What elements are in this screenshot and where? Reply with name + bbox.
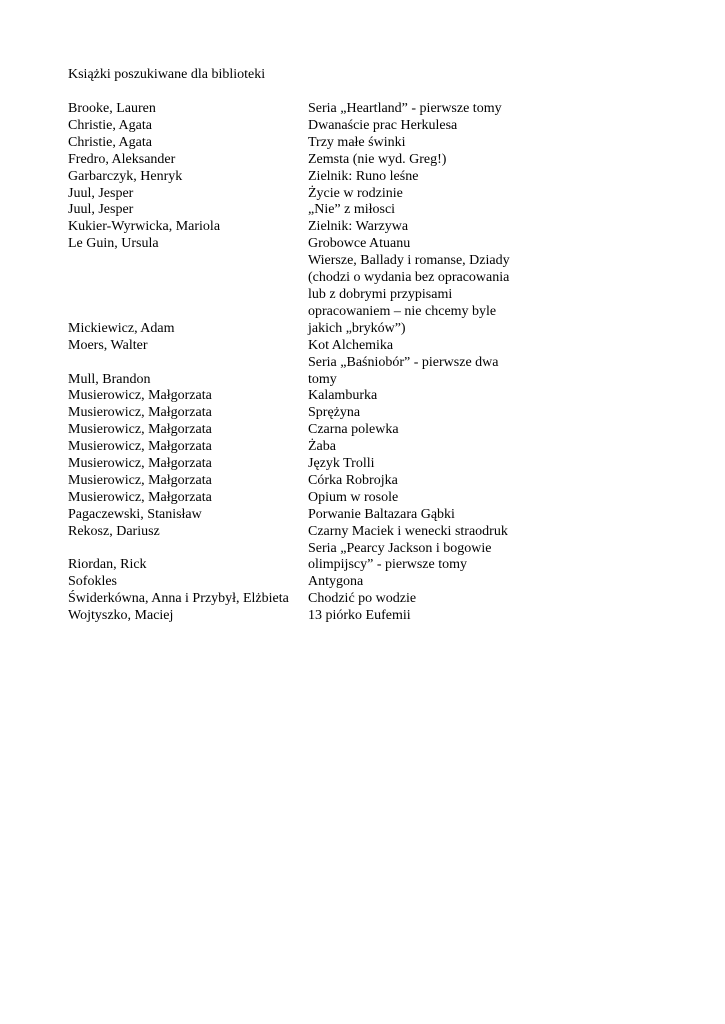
book-title: Kot Alchemika [308,337,394,353]
list-item [68,101,538,118]
list-item [68,490,538,507]
book-title: Opium w rosole [308,489,399,505]
author-name: Musierowicz, Małgorzata [68,439,212,455]
author-name: Pagaczewski, Stanisław [68,506,202,522]
author-name: Mickiewicz, Adam [68,320,175,336]
list-item [68,388,538,405]
list-item [68,507,538,524]
book-title: Seria „Pearcy Jackson i bogowie olimpijscy” - pierwsze tomy [308,540,492,573]
author-name: Christie, Agata [68,134,152,150]
author-name: Le Guin, Ursula [68,236,159,252]
list-item [68,456,538,473]
author-name: Musierowicz, Małgorzata [68,456,212,472]
list-item [68,236,538,253]
list-item [68,118,538,135]
list-item [68,253,538,338]
book-title: 13 piórko Eufemii [308,608,411,624]
list-item [68,219,538,236]
book-list [68,101,538,625]
author-name: Musierowicz, Małgorzata [68,422,212,438]
book-title: Zemsta (nie wyd. Greg!) [308,151,447,167]
book-title: Seria „Heartland” - pierwsze tomy [308,101,502,116]
list-item [68,574,538,591]
book-title: Porwanie Baltazara Gąbki [308,506,455,522]
book-title: Sprężyna [308,405,361,421]
book-title: Zielnik: Warzywa [308,219,409,235]
list-item [68,169,538,186]
book-title: Antygona [308,574,364,590]
author-name: Musierowicz, Małgorzata [68,405,212,421]
book-title: Żaba [308,439,336,455]
list-item [68,355,538,389]
author-name: Juul, Jesper [68,202,134,218]
list-item [68,338,538,355]
list-item [68,608,538,625]
list-item [68,135,538,152]
author-name: Musierowicz, Małgorzata [68,489,212,505]
book-title: Seria „Baśniobór” - pierwsze dwa tomy [308,354,499,387]
list-item [68,541,538,575]
list-item [68,202,538,219]
list-item [68,439,538,456]
author-name: Musierowicz, Małgorzata [68,472,212,488]
list-item [68,524,538,541]
list-item [68,405,538,422]
book-title: Czarna polewka [308,422,399,438]
author-name: Kukier-Wyrwicka, Mariola [68,219,221,235]
author-name: Mull, Brandon [68,371,151,387]
book-title: Język Trolli [308,456,375,472]
list-item [68,186,538,203]
book-title: Zielnik: Runo leśne [308,168,419,184]
author-name: Moers, Walter [68,337,148,353]
author-name: Christie, Agata [68,117,152,133]
list-item [68,591,538,608]
author-name: Wojtyszko, Maciej [68,608,174,624]
author-name: Brooke, Lauren [68,101,156,116]
book-title: Grobowce Atuanu [308,236,411,252]
book-title: „Nie” z miłosci [308,202,396,218]
book-title: Czarny Maciek i wenecki straodruk [308,523,508,539]
book-title: Życie w rodzinie [308,185,403,201]
list-item [68,473,538,490]
book-title: Wiersze, Ballady i romanse, Dziady (chodzi o wydania bez opracowania lub z dobrymi przypisami opracowaniem – nie chcemy byle jakich „bryków”) [308,253,510,336]
author-name: Juul, Jesper [68,185,134,201]
author-name: Fredro, Aleksander [68,151,176,167]
author-name: Rekosz, Dariusz [68,523,160,539]
list-item [68,422,538,439]
book-title: Córka Robrojka [308,472,398,488]
author-name: Sofokles [68,574,117,590]
book-title: Trzy małe świnki [308,134,406,150]
author-name: Świderkówna, Anna i Przybył, Elżbieta [68,591,289,607]
author-name: Riordan, Rick [68,557,147,573]
book-title: Chodzić po wodzie [308,591,417,607]
list-item [68,152,538,169]
book-title: Kalamburka [308,388,378,404]
document-title: Książki poszukiwane dla biblioteki [68,67,266,82]
author-name: Garbarczyk, Henryk [68,168,183,184]
author-name: Musierowicz, Małgorzata [68,388,212,404]
book-title: Dwanaście prac Herkulesa [308,117,458,133]
